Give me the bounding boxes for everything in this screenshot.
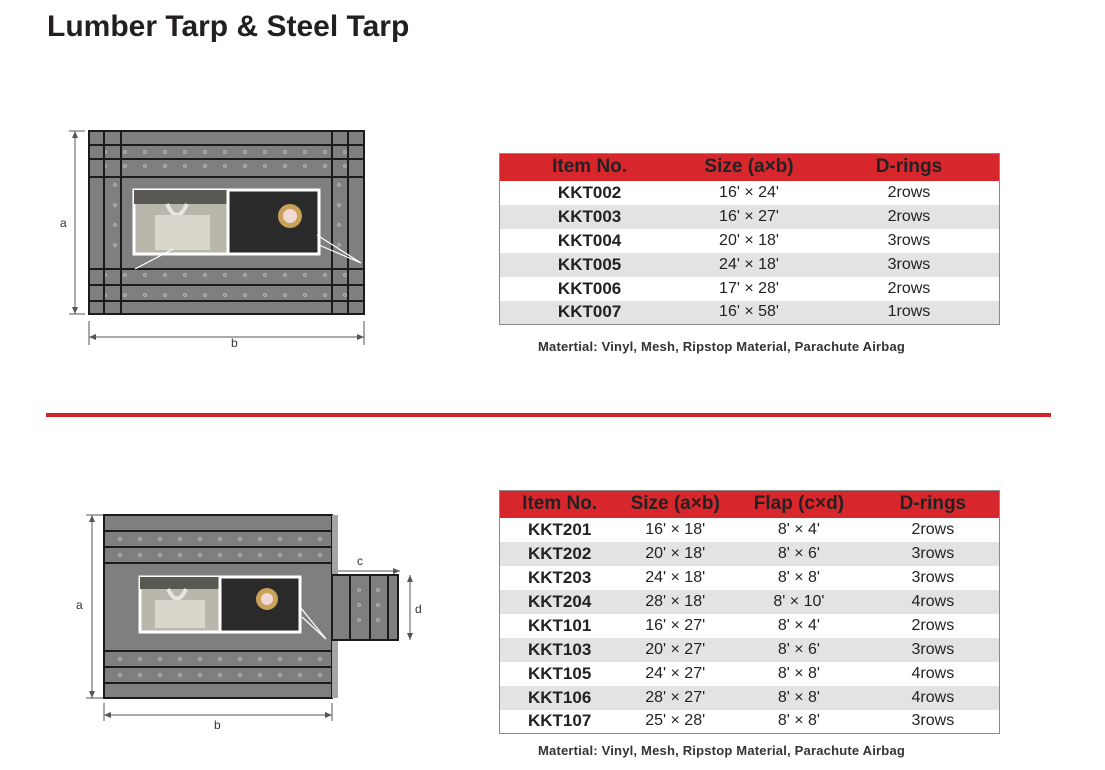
item-size: 16' × 27': [645, 616, 706, 634]
table-row: [500, 638, 1000, 662]
item-code: KKT005: [557, 254, 622, 274]
inset-photo-d-ring: [140, 577, 220, 632]
item-flap: 8' × 8': [777, 712, 820, 730]
item-code: KKT203: [527, 567, 592, 587]
item-size: 25' × 28': [645, 712, 706, 730]
table-header-row: [500, 154, 1000, 181]
item-size: 16' × 58': [719, 303, 779, 321]
page-title: Lumber Tarp & Steel Tarp: [47, 10, 410, 43]
lumber-tarp-diagram: [55, 125, 375, 355]
item-size: 20' × 18': [645, 544, 706, 562]
item-code: KKT204: [527, 591, 592, 611]
item-drings: 3rows: [887, 231, 931, 249]
item-drings: 4rows: [911, 688, 955, 706]
item-drings: 2rows: [911, 520, 955, 538]
item-drings: 3rows: [887, 255, 931, 273]
col-header: Size (a×b): [704, 156, 794, 178]
item-size: 28' × 27': [645, 688, 706, 706]
item-size: 24' × 18': [645, 568, 706, 586]
table-row: [500, 205, 1000, 229]
item-size: 17' × 28': [719, 279, 779, 297]
item-flap: 8' × 8': [777, 664, 820, 682]
item-flap: 8' × 10': [773, 592, 825, 610]
item-code: KKT103: [527, 639, 592, 659]
item-size: 16' × 18': [645, 520, 706, 538]
col-header: D-rings: [875, 156, 943, 178]
col-header: Item No.: [522, 493, 598, 515]
dim-d-label: d: [415, 602, 422, 616]
dim-c-label: c: [357, 554, 363, 568]
item-flap: 8' × 4': [777, 616, 820, 634]
item-code: KKT003: [557, 206, 622, 226]
col-header: Flap (c×d): [753, 493, 845, 515]
table-row: [500, 301, 1000, 325]
table-row: [500, 253, 1000, 277]
item-code: KKT201: [527, 519, 592, 539]
inset-photo-grommet: [228, 190, 319, 254]
item-flap: 8' × 6': [777, 544, 820, 562]
table-row: [500, 590, 1000, 614]
table-row: [500, 277, 1000, 301]
col-header: D-rings: [899, 493, 967, 515]
item-code: KKT101: [527, 615, 592, 635]
col-header: Item No.: [552, 156, 628, 178]
item-flap: 8' × 8': [777, 688, 820, 706]
item-code: KKT002: [557, 182, 622, 202]
item-drings: 4rows: [911, 664, 955, 682]
item-size: 16' × 24': [719, 183, 779, 201]
dim-a-label: a: [60, 216, 67, 230]
inset-photo-grommet: [220, 577, 300, 632]
table-row: [500, 229, 1000, 253]
table-row: [500, 686, 1000, 710]
item-code: KKT105: [527, 663, 592, 683]
item-drings: 3rows: [911, 568, 955, 586]
item-code: KKT004: [557, 230, 622, 250]
item-flap: 8' × 6': [777, 640, 820, 658]
item-drings: 2rows: [911, 616, 955, 634]
item-drings: 3rows: [911, 712, 955, 730]
item-size: 24' × 18': [719, 255, 779, 273]
lumber-material-note: Matertial: Vinyl, Mesh, Ripstop Material, Parachute Airbag: [538, 339, 906, 354]
dim-b-label: b: [231, 336, 238, 350]
item-size: 20' × 18': [719, 231, 779, 249]
inset-photo-d-ring: [134, 190, 228, 254]
item-drings: 2rows: [887, 183, 931, 201]
table-row: [500, 662, 1000, 686]
item-drings: 2rows: [887, 279, 931, 297]
section-divider: [46, 413, 1051, 417]
steel-tarp-table: [499, 490, 1000, 734]
table-row: [500, 181, 1000, 205]
item-drings: 4rows: [911, 592, 955, 610]
item-drings: 3rows: [911, 640, 955, 658]
table-row: [500, 710, 1000, 734]
item-drings: 1rows: [887, 303, 931, 321]
item-size: 24' × 27': [645, 664, 706, 682]
item-code: KKT006: [557, 278, 622, 298]
item-drings: 2rows: [887, 207, 931, 225]
steel-material-note: Matertial: Vinyl, Mesh, Ripstop Material, Parachute Airbag: [538, 743, 906, 758]
item-code: KKT106: [527, 687, 592, 707]
item-code: KKT007: [557, 302, 622, 322]
steel-tarp-diagram: [70, 505, 450, 740]
dim-b-label: b: [214, 718, 221, 732]
table-header-row: [500, 491, 1000, 518]
table-row: [500, 518, 1000, 542]
item-drings: 3rows: [911, 544, 955, 562]
item-size: 20' × 27': [645, 640, 706, 658]
item-size: 16' × 27': [719, 207, 779, 225]
col-header: Size (a×b): [630, 493, 720, 515]
item-code: KKT107: [527, 711, 592, 731]
table-row: [500, 614, 1000, 638]
item-flap: 8' × 8': [777, 568, 820, 586]
item-code: KKT202: [527, 543, 592, 563]
dim-a-label: a: [76, 598, 83, 612]
item-size: 28' × 18': [645, 592, 706, 610]
table-row: [500, 566, 1000, 590]
lumber-tarp-table: [499, 153, 1000, 325]
item-flap: 8' × 4': [777, 520, 820, 538]
table-row: [500, 542, 1000, 566]
